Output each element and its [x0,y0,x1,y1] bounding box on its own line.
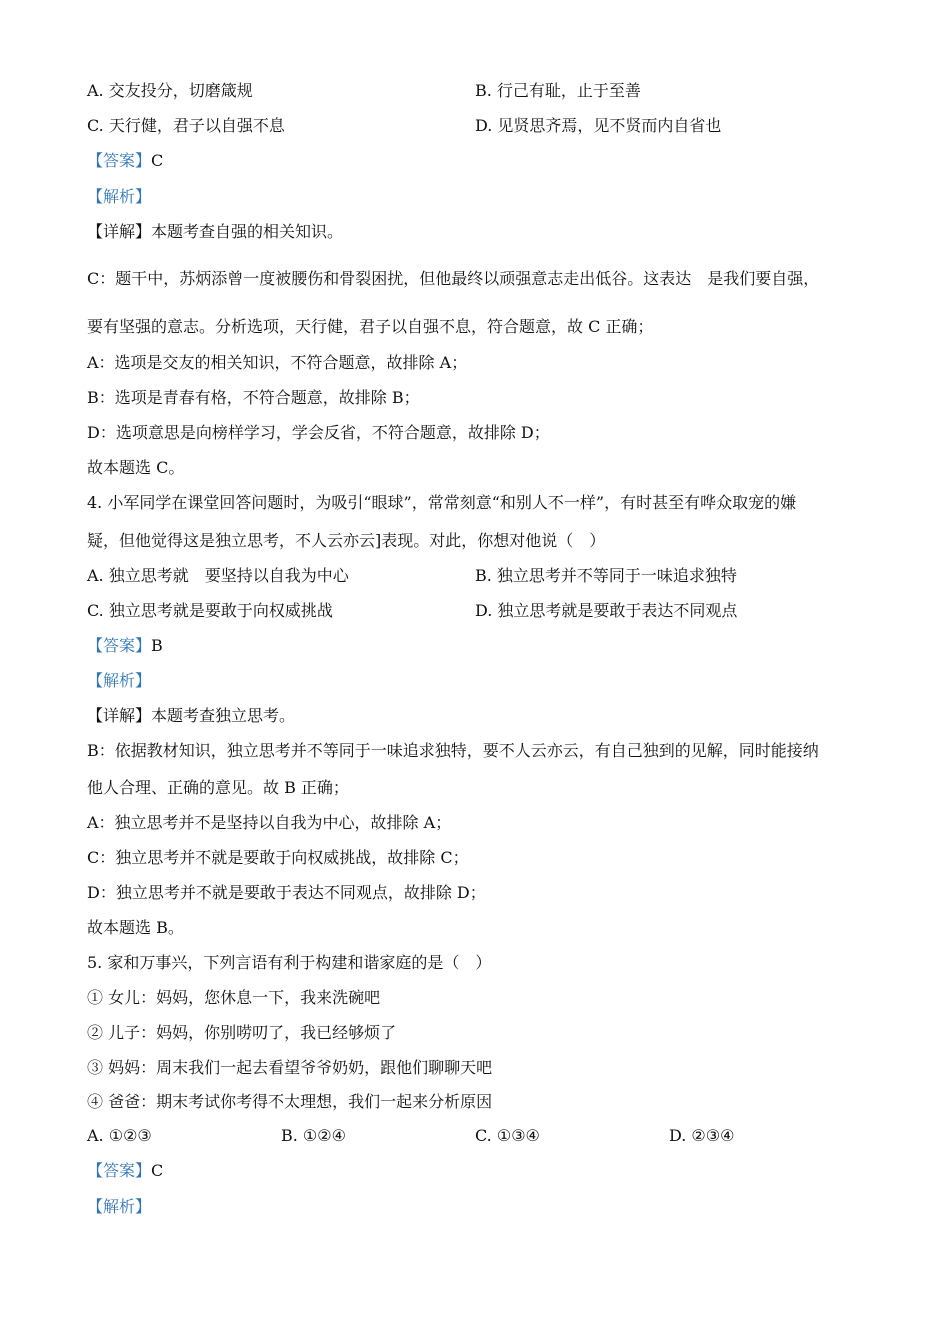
q4-option-c: C. 独立思考就是要敢于向权威挑战 [87,601,333,620]
q5-item: ① 女儿：妈妈，您休息一下，我来洗碗吧 [87,988,381,1007]
q4-stem: 疑，但他觉得这是独立思考，不人云亦云]表现。对此，你想对他说（ ） [87,531,606,550]
q4-line: B：依据教材知识，独立思考并不等同于一味追求独特，要不人云亦云，有自己独到的见解，同时能接纳 [87,741,819,760]
detail-tag: 【详解】 [87,222,152,241]
q5-item: ③ 妈妈：周末我们一起去看望爷爷奶奶，跟他们聊聊天吧 [87,1058,493,1077]
q4-detail [87,705,295,727]
q4-analysis-tag: 【解析】 [87,671,152,690]
q4-line: D：独立思考并不就是要敢于表达不同观点，故排除 D； [87,883,486,902]
q3-line: 要有坚强的意志。分析选项，天行健，君子以自强不息，符合题意，故 C 正确； [87,317,654,336]
q4-stem: 4. 小军同学在课堂回答问题时，为吸引“眼球”，常常刻意“和别人不一样”，有时甚至有哗众取宠的嫌 [87,493,797,512]
q5-option-b: B. ①②④ [281,1126,346,1145]
q4-answer [87,635,163,657]
q3-line: B：选项是青春有格，不符合题意，故排除 B； [87,388,420,407]
q4-line: 他人合理、正确的意见。故 B 正确； [87,778,349,797]
q3-option-d: D. 见贤思齐焉，见不贤而内自省也 [475,116,722,135]
detail-intro: 本题考查自强的相关知识。 [151,222,344,241]
answer-value: B [151,636,163,655]
q5-item: ④ 爸爸：期末考试你考得不太理想，我们一起来分析原因 [87,1092,493,1111]
q3-analysis-tag: 【解析】 [87,187,152,206]
q4-line: C：独立思考并不就是要敢于向权威挑战，故排除 C； [87,848,469,867]
q5-item: ② 儿子：妈妈，你别唠叨了，我已经够烦了 [87,1023,397,1042]
answer-tag: 【答案】 [87,1161,152,1180]
q3-option-a: A. 交友投分，切磨箴规 [87,81,253,100]
q5-answer [87,1160,163,1182]
q4-line: A：独立思考并不是坚持以自我为中心，故排除 A； [87,813,452,832]
q5-option-c: C. ①③④ [475,1126,540,1145]
q4-option-d: D. 独立思考就是要敢于表达不同观点 [475,601,738,620]
q3-answer [87,150,163,172]
detail-tag: 【详解】 [87,706,152,725]
q5-option-a: A. ①②③ [87,1126,152,1145]
q4-line: 故本题选 B。 [87,918,184,937]
detail-intro: 本题考查独立思考。 [151,706,296,725]
q5-analysis-tag: 【解析】 [87,1197,152,1216]
q3-line: 故本题选 C。 [87,458,185,477]
answer-tag: 【答案】 [87,636,152,655]
q5-option-d: D. ②③④ [669,1126,735,1145]
q5-stem: 5. 家和万事兴，下列言语有利于构建和谐家庭的是（ ） [87,953,492,972]
answer-tag: 【答案】 [87,151,152,170]
q3-option-b: B. 行己有耻，止于至善 [475,81,641,100]
q3-line: C：题干中，苏炳添曾一度被腰伤和骨裂困扰，但他最终以顽强意志走出低谷。这表达 是我们要自强， [87,269,820,288]
answer-value: C [151,151,164,170]
q3-detail [87,221,343,243]
q4-option-a: A. 独立思考就 要坚持以自我为中心 [87,566,349,585]
q4-option-b: B. 独立思考并不等同于一味追求独特 [475,566,737,585]
q3-line: D：选项意思是向榜样学习，学会反省，不符合题意，故排除 D； [87,423,550,442]
q3-line: A：选项是交友的相关知识，不符合题意，故排除 A； [87,353,468,372]
q3-option-c: C. 天行健，君子以自强不息 [87,116,285,135]
answer-value: C [151,1161,164,1180]
